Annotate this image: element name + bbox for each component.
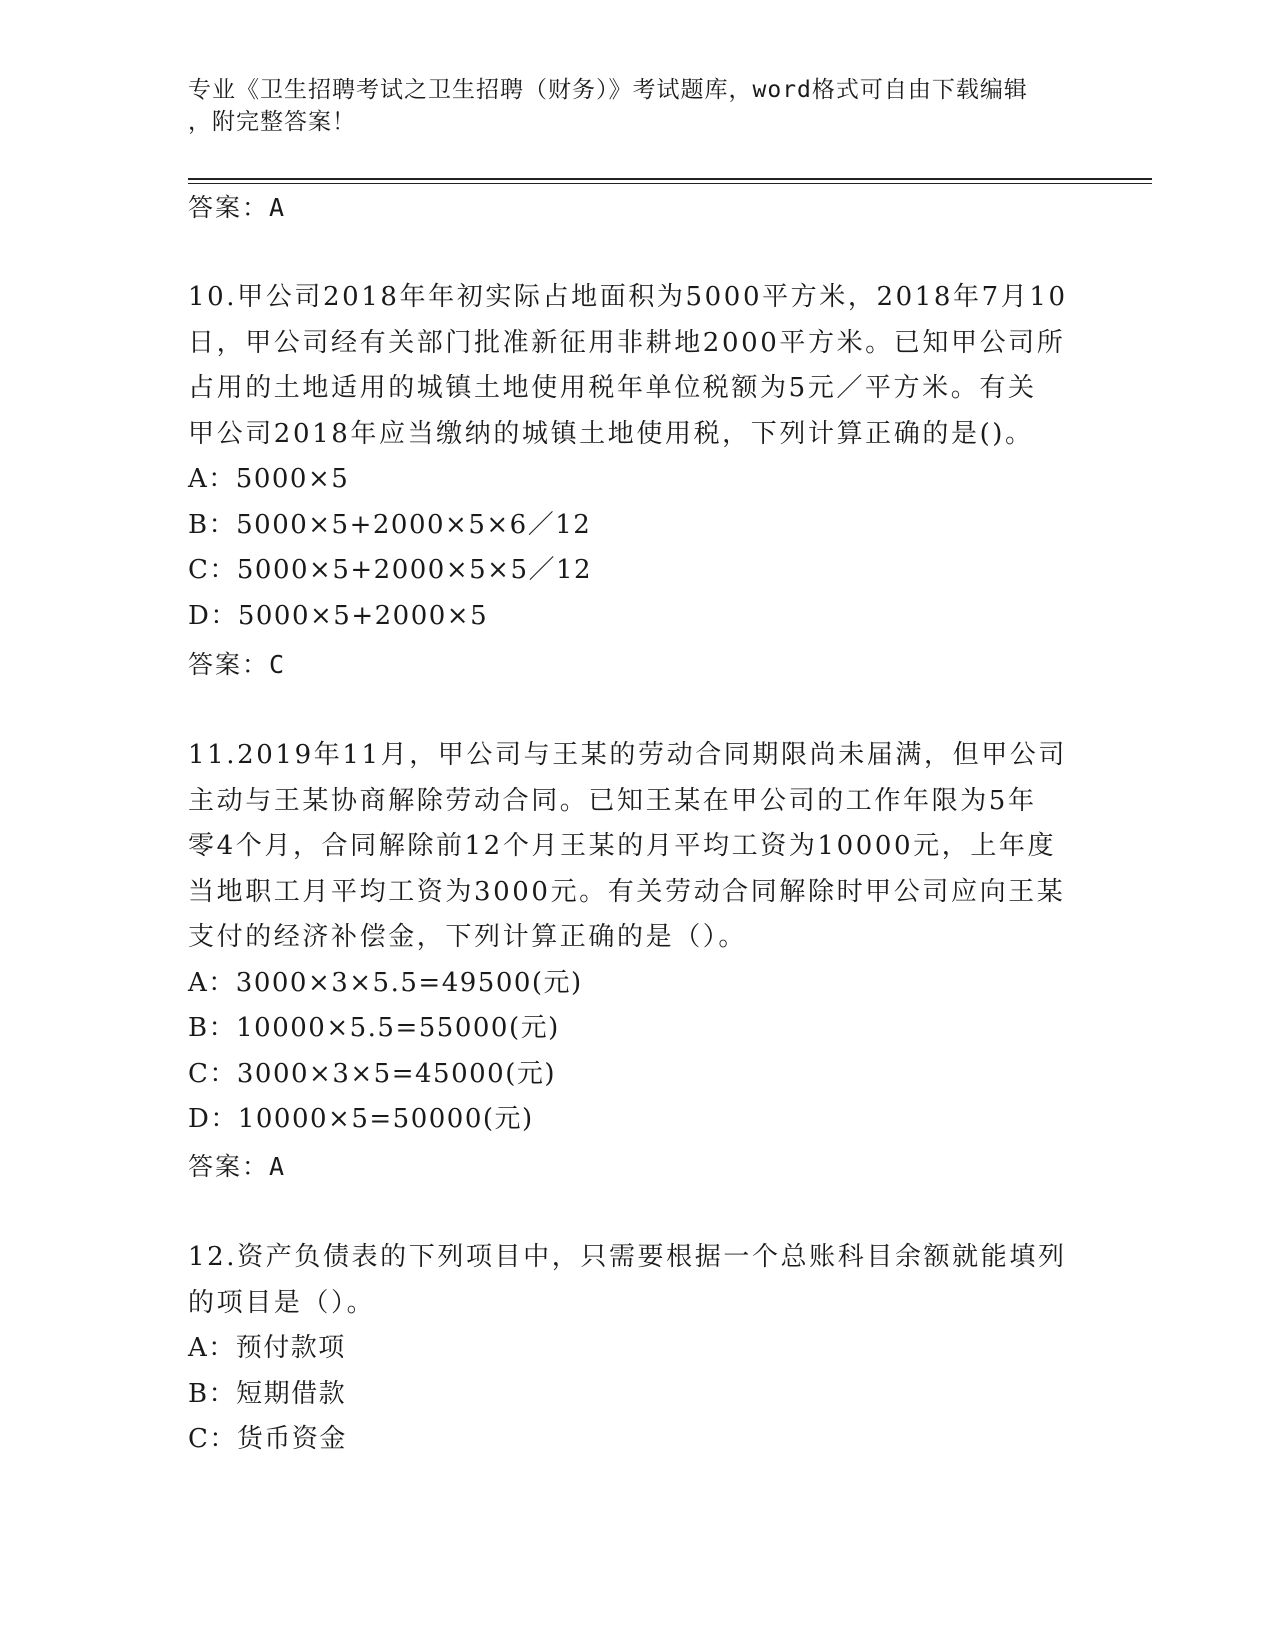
question-11 xyxy=(188,733,1088,1143)
question-text-line: 的项目是（）。 xyxy=(188,1287,376,1318)
option-b: B：5000×5+2000×5×6／12 xyxy=(188,509,592,540)
option-d: D：5000×5+2000×5 xyxy=(188,600,489,631)
answer-previous: 答案：A xyxy=(188,193,287,222)
header-line-2: ，附完整答案！ xyxy=(188,109,356,135)
option-d: D：10000×5=50000(元) xyxy=(188,1104,534,1134)
question-text-line: 零4个月，合同解除前12个月王某的月平均工资为10000元，上年度 xyxy=(188,831,1057,861)
option-c: C：5000×5+2000×5×5／12 xyxy=(188,555,593,585)
question-text-line: 12.资产负债表的下列项目中，只需要根据一个总账科目余额就能填列 xyxy=(188,1242,1067,1272)
question-text-line: 11.2019年11月，甲公司与王某的劳动合同期限尚未届满，但甲公司 xyxy=(188,740,1068,770)
header-line-1: 专业《卫生招聘考试之卫生招聘（财务）》考试题库，word格式可自由下载编辑 xyxy=(188,77,1028,103)
answer-11: 答案：A xyxy=(188,1152,287,1181)
question-10 xyxy=(188,275,1088,639)
option-b: B：短期借款 xyxy=(188,1378,347,1409)
option-c: C：3000×3×5=45000(元) xyxy=(188,1058,556,1089)
document-header xyxy=(188,74,1068,138)
header-divider-thick xyxy=(188,178,1152,180)
question-text-line: 支付的经济补偿金，下列计算正确的是（）。 xyxy=(188,922,748,952)
question-12 xyxy=(188,1235,1088,1463)
option-a: A：5000×5 xyxy=(188,464,350,494)
option-b: B：10000×5.5=55000(元) xyxy=(188,1013,560,1043)
question-text-line: 日，甲公司经有关部门批准新征用非耕地2000平方米。已知甲公司所 xyxy=(188,327,1066,358)
header-divider-thin xyxy=(188,183,1152,184)
answer-10: 答案：C xyxy=(188,650,287,679)
option-a: A：预付款项 xyxy=(188,1333,346,1363)
question-text-line: 主动与王某协商解除劳动合同。已知王某在甲公司的工作年限为5年 xyxy=(188,785,1037,816)
question-text-line: 10.甲公司2018年年初实际占地面积为5000平方米，2018年7月10 xyxy=(188,282,1068,312)
option-a: A：3000×3×5.5=49500(元) xyxy=(188,967,583,998)
question-text-line: 当地职工月平均工资为3000元。有关劳动合同解除时甲公司应向王某 xyxy=(188,876,1066,907)
question-text-line: 占用的土地适用的城镇土地使用税年单位税额为5元／平方米。有关 xyxy=(188,373,1037,403)
question-text-line: 甲公司2018年应当缴纳的城镇土地使用税，下列计算正确的是()。 xyxy=(188,418,1034,449)
option-c: C：货币资金 xyxy=(188,1424,347,1454)
